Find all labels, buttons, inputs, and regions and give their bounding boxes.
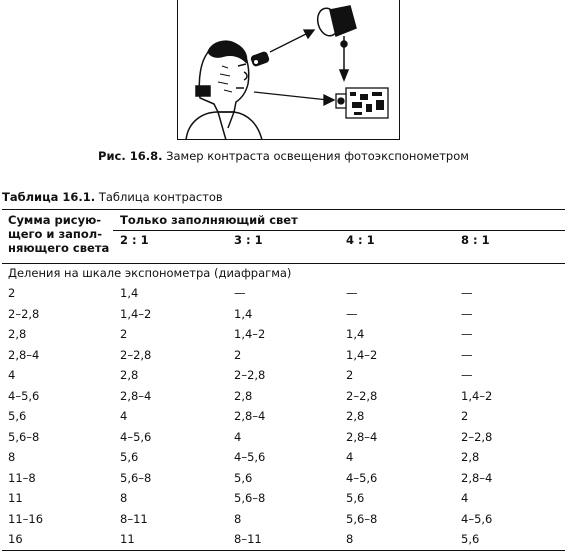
table-cell: 8	[120, 491, 128, 505]
table-cell: 4	[234, 429, 242, 444]
table-cell: 5,6–8	[8, 429, 40, 444]
table-row	[2, 365, 565, 386]
table-cell: 2	[461, 409, 469, 423]
table-cell: 5,6	[8, 409, 27, 423]
table-cell: 5,6	[234, 470, 253, 485]
table-cell: 2	[120, 327, 128, 341]
table-cell: 4	[8, 368, 16, 382]
table-cell: —	[461, 286, 473, 300]
table-header	[2, 210, 565, 264]
table-row	[2, 304, 565, 325]
table-cell: —	[461, 306, 473, 321]
table-cell: 11–16	[8, 511, 44, 526]
table-cell: 4	[346, 450, 354, 464]
table-cell: —	[461, 327, 473, 341]
table-row	[2, 324, 565, 345]
table-body	[2, 283, 565, 550]
group-header-rule	[113, 230, 565, 231]
table-cell: 1,4–2	[234, 327, 266, 341]
table-cell: 2,8–4	[461, 470, 493, 485]
table-cell: 2,8–4	[120, 388, 152, 403]
table-cell: 2–2,8	[120, 347, 152, 362]
table-cell: 2	[8, 286, 16, 300]
table-cell: 2–2,8	[234, 368, 266, 382]
table-cell: 8–11	[120, 511, 148, 526]
table-cell: 1,4–2	[120, 306, 152, 321]
table-cell: 2–2,8	[346, 388, 378, 403]
table-cell: 5,6–8	[234, 491, 266, 505]
table-cell: 8	[346, 532, 354, 546]
table-cell: 1,4–2	[461, 388, 493, 403]
table-cell: 5,6	[120, 450, 139, 464]
table-row	[2, 488, 565, 509]
section-label: Деления на шкале экспонометра (диафрагма)	[8, 266, 292, 280]
measure-arrows	[254, 30, 334, 105]
table-cell: 2–2,8	[8, 306, 40, 321]
table-cell: 2,8	[461, 450, 480, 464]
table-row	[2, 509, 565, 530]
table-cell: 4–5,6	[8, 388, 40, 403]
table-cell: 5,6	[461, 532, 480, 546]
table-cell: 8	[234, 511, 242, 526]
figure-caption-label: Рис. 16.8.	[98, 149, 163, 163]
table-cell: 4	[461, 491, 469, 505]
table-cell: 8–11	[234, 532, 262, 546]
table-row	[2, 283, 565, 304]
table-cell: —	[346, 306, 358, 321]
fill-light-group-header: Только заполняющий свет	[120, 213, 298, 227]
table-cell: —	[461, 347, 473, 362]
table-cell: 2–2,8	[461, 429, 493, 444]
table-cell: 5,6–8	[120, 470, 152, 485]
sum-column-header: Сумма рисую- щего и запол- няющего света	[8, 213, 110, 255]
table-cell: 4–5,6	[234, 450, 266, 464]
ratio-header-8-1: 8 : 1	[461, 233, 490, 247]
photographer-light-meter-drawing	[178, 0, 401, 140]
table-cell: 2,8–4	[346, 429, 378, 444]
table-cell: 1,4	[234, 306, 253, 321]
table-row	[2, 386, 565, 407]
table-cell: 2,8	[346, 409, 365, 423]
table-title	[2, 190, 223, 204]
table-cell: —	[234, 286, 246, 300]
figure-caption-text: Замер контраста освещения фотоэкспонометром	[166, 149, 469, 163]
table-cell: 2,8	[234, 388, 253, 403]
subject-box-icon	[336, 88, 388, 118]
table-row	[2, 529, 565, 550]
table-row	[2, 447, 565, 468]
table-cell: 8	[8, 450, 16, 464]
table-cell: 1,4–2	[346, 347, 378, 362]
table-cell: —	[461, 368, 473, 382]
table-row	[2, 406, 565, 427]
table-cell: 1,4	[120, 286, 139, 300]
table-cell: 4–5,6	[346, 470, 378, 485]
figure-illustration	[177, 0, 400, 140]
table-cell: 2,8	[120, 368, 139, 382]
ratio-header-2-1: 2 : 1	[120, 233, 149, 247]
table-cell: 4–5,6	[461, 511, 493, 526]
table-cell: 1,4	[346, 327, 365, 341]
table-row	[2, 427, 565, 448]
table-cell: 11	[8, 491, 23, 505]
table-cell: 11–8	[8, 470, 36, 485]
table-cell: 16	[8, 532, 23, 546]
table-cell: 2	[346, 368, 354, 382]
table-cell: 4	[120, 409, 128, 423]
ratio-header-4-1: 4 : 1	[346, 233, 375, 247]
spotlight-icon	[315, 6, 356, 80]
light-meter-icon	[251, 52, 269, 67]
table-row	[2, 468, 565, 489]
table-title-label: Таблица 16.1.	[2, 190, 96, 204]
table-cell: 11	[120, 532, 135, 546]
contrast-table	[2, 209, 565, 551]
table-cell: 2,8	[8, 327, 27, 341]
table-cell: 5,6–8	[346, 511, 378, 526]
figure-caption	[0, 149, 567, 163]
ratio-header-3-1: 3 : 1	[234, 233, 263, 247]
table-cell: —	[346, 286, 358, 300]
person-figure	[186, 41, 262, 140]
table-cell: 2,8–4	[234, 409, 266, 423]
table-title-text: Таблица контрастов	[98, 190, 223, 204]
table-row	[2, 345, 565, 366]
table-cell: 2	[234, 347, 242, 362]
table-cell: 2,8–4	[8, 347, 40, 362]
table-cell: 4–5,6	[120, 429, 152, 444]
table-cell: 5,6	[346, 491, 365, 505]
